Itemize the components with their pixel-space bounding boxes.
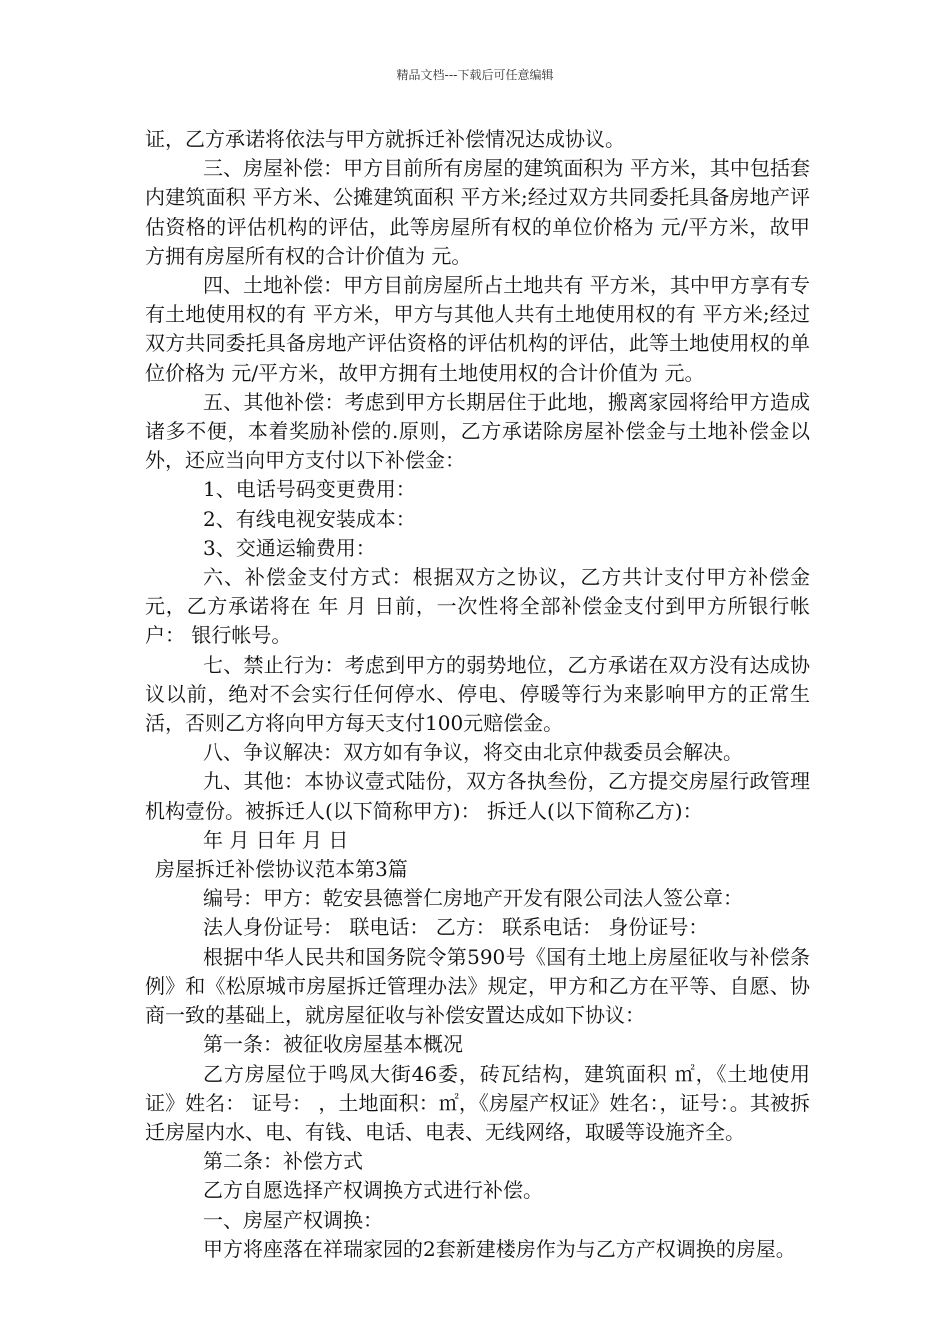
paragraph-compensation-choice: 乙方自愿选择产权调换方式进行补偿。 [203,1178,543,1203]
paragraph-other-compensation: 五、其他补偿：考虑到甲方长期居住于此地，搬离家园将给甲方造成诸多不便，本着奖励补偿的.原则，乙方承诺除房屋补偿金与土地补偿金以外，还应当向甲方支付以下补偿金： [145,389,810,473]
list-item: 2、有线电视安装成本： [203,506,416,531]
paragraph-prohibited-acts: 七、禁止行为：考虑到甲方的弱势地位，乙方承诺在双方没有达成协议以前，绝对不会实行任何停水、停电、停暖等行为来影响甲方的正常生活，否则乙方将向甲方每天支付100元赔偿金。 [145,652,810,736]
date-line: 年 月 日年 月 日 [203,827,349,852]
paragraph-house-compensation: 三、房屋补偿：甲方目前所有房屋的建筑面积为 平方米，其中包括套内建筑面积 平方米、公摊建筑面积 平方米;经过双方共同委托具备房地产评估资格的评估机构的评估，此等房屋所有权的单位价格为 元/平方米，故甲方拥有房屋所有权的合计价值为 元。 [145,156,810,268]
paragraph-continuation: 证，乙方承诺将依法与甲方就拆迁补偿情况达成协议。 [145,127,625,151]
paragraph-legal-basis: 根据中华人民共和国务院令第590号《国有土地上房屋征收与补偿条例》和《松原城市房屋拆迁管理办法》规定，甲方和乙方在平等、自愿、协商一致的基础上，就房屋征收与补偿安置达成如下协议： [145,944,810,1028]
list-item: 1、电话号码变更费用： [203,477,416,502]
paragraph-party-a: 编号：甲方：乾安县德誉仁房地产开发有限公司法人签公章： [203,886,743,911]
article-heading: 第一条：被征收房屋基本概况 [203,1032,463,1057]
paragraph-payment-method: 六、补偿金支付方式：根据双方之协议，乙方共计支付甲方补偿金 元，乙方承诺将在 年 月 日前，一次性将全部补偿金支付到甲方所银行帐户： 银行帐号。 [145,565,810,648]
document-body [145,125,810,1264]
paragraph-land-compensation: 四、土地补偿：甲方目前房屋所占土地共有 平方米，其中甲方享有专有土地使用权的有 平方米，甲方与其他人共有土地使用权的有 平方米;经过双方共同委托具备房地产评估资格的评估机构的评估，此等土地使用权的单位价格为 元/平方米，故甲方拥有土地使用权的合计价值为 元。 [145,273,810,385]
subsection-heading: 一、房屋产权调换： [203,1207,383,1232]
paragraph-dispute-resolution: 八、争议解决：双方如有争议，将交由北京仲裁委员会解决。 [203,740,743,765]
article-heading: 第二条：补偿方式 [203,1149,363,1174]
list-item: 3、交通运输费用： [203,535,376,560]
paragraph-party-info: 法人身份证号： 联电话： 乙方： 联系电话： 身份证号： [203,915,709,940]
page-header: 精品文档---下载后可任意编辑 [396,68,554,82]
paragraph-property-exchange: 甲方将座落在祥瑞家园的2套新建楼房作为与乙方产权调换的房屋。 [203,1236,796,1261]
paragraph-miscellaneous: 九、其他：本协议壹式陆份，双方各执叁份，乙方提交房屋行政管理机构壹份。被拆迁人(以下简称甲方)： 拆迁人(以下简称乙方)： [145,769,810,823]
section-title: 房屋拆迁补偿协议范本第3篇 [155,857,408,882]
paragraph-house-overview: 乙方房屋位于鸣凤大街46委，砖瓦结构，建筑面积 ㎡，《土地使用证》姓名： 证号： ，土地面积：㎡，《房屋产权证》姓名：，证号：。其被拆迁房屋内水、电、有钱、电话、电表、无线网络，取暖等设施齐全。 [145,1061,810,1144]
